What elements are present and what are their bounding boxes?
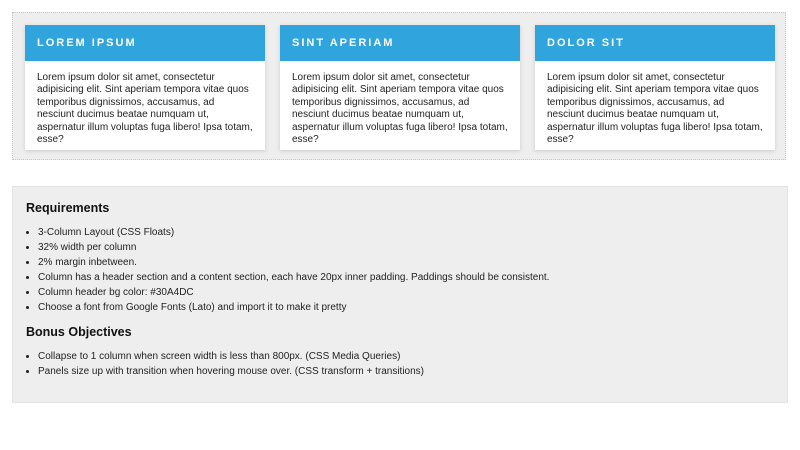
list-item: • 2% margin inbetween. <box>38 255 774 270</box>
panel-header: SINT APERIAM <box>280 25 520 61</box>
panel-body: Lorem ipsum dolor sit amet, consectetur adipisicing elit. Sint aperiam tempora vitae quos temporibus dignissimos, accusamus, ad nesciunt ducimus beatae numquam ut, aspernatur illum voluptas fuga libero! Ipsa totam, esse? <box>37 72 253 146</box>
list-item: • Column header bg color: #30A4DC <box>38 285 774 300</box>
list-item: • Column has a header section and a content section, each have 20px inner padding. Paddings should be consistent. <box>38 270 774 285</box>
list-item: • Choose a font from Google Fonts (Lato) and import it to make it pretty <box>38 300 774 315</box>
requirements-box <box>12 186 788 403</box>
list-item: • 3-Column Layout (CSS Floats) <box>38 225 774 240</box>
panel-header: DOLOR SIT <box>535 25 775 61</box>
columns-container <box>12 12 786 160</box>
requirements-list <box>26 225 774 315</box>
requirements-title: Requirements <box>26 201 110 215</box>
panel-dolor-sit[interactable] <box>535 25 775 150</box>
list-item: • Panels size up with transition when hovering mouse over. (CSS transform + transitions) <box>38 364 774 379</box>
panel-sint-aperiam[interactable] <box>280 25 520 150</box>
panel-body: Lorem ipsum dolor sit amet, consectetur adipisicing elit. Sint aperiam tempora vitae quos temporibus dignissimos, accusamus, ad nesciunt ducimus beatae numquam ut, aspernatur illum voluptas fuga libero! Ipsa totam, esse? <box>292 72 508 146</box>
bonus-title: Bonus Objectives <box>26 325 132 339</box>
panel-header: LOREM IPSUM <box>25 25 265 61</box>
list-item: • Collapse to 1 column when screen width is less than 800px. (CSS Media Queries) <box>38 349 774 364</box>
list-item: • 32% width per column <box>38 240 774 255</box>
panel-body: Lorem ipsum dolor sit amet, consectetur adipisicing elit. Sint aperiam tempora vitae quos temporibus dignissimos, accusamus, ad nesciunt ducimus beatae numquam ut, aspernatur illum voluptas fuga libero! Ipsa totam, esse? <box>547 72 763 146</box>
panel-lorem-ipsum[interactable] <box>25 25 265 150</box>
bonus-list <box>26 349 774 379</box>
